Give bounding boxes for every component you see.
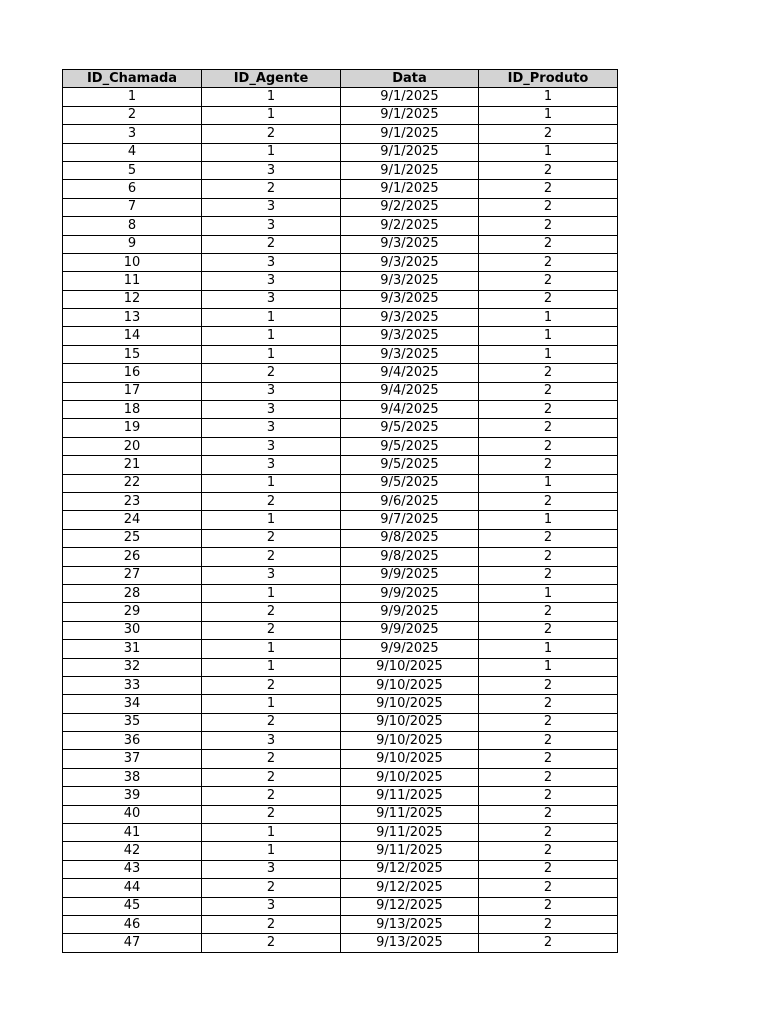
cell-data[interactable]: 9/7/2025	[341, 511, 479, 529]
cell-id-agente[interactable]: 3	[202, 732, 341, 750]
table-row	[63, 474, 618, 492]
cell-data[interactable]: 9/13/2025	[341, 915, 479, 933]
table-row	[63, 327, 618, 345]
table-row	[63, 934, 618, 952]
cell-id-produto[interactable]: 2	[479, 364, 618, 382]
cell-id-produto[interactable]: 2	[479, 695, 618, 713]
cell-data[interactable]: 9/12/2025	[341, 879, 479, 897]
cell-id-agente[interactable]: 2	[202, 548, 341, 566]
cell-id-agente[interactable]: 2	[202, 713, 341, 731]
cell-id-agente[interactable]: 2	[202, 235, 341, 253]
cell-id-agente[interactable]: 3	[202, 566, 341, 584]
cell-data[interactable]: 9/9/2025	[341, 640, 479, 658]
cell-data[interactable]: 9/6/2025	[341, 492, 479, 510]
table-row	[63, 676, 618, 694]
cell-id-agente[interactable]: 3	[202, 456, 341, 474]
cell-data[interactable]: 9/10/2025	[341, 658, 479, 676]
cell-id-agente[interactable]: 1	[202, 88, 341, 106]
cell-id-chamada[interactable]: 18	[63, 401, 202, 419]
cell-id-produto[interactable]: 1	[479, 511, 618, 529]
cell-data[interactable]: 9/4/2025	[341, 382, 479, 400]
table-row	[63, 419, 618, 437]
table-row	[63, 437, 618, 455]
cell-id-agente[interactable]: 2	[202, 750, 341, 768]
cell-data[interactable]: 9/10/2025	[341, 713, 479, 731]
cell-id-chamada[interactable]: 26	[63, 548, 202, 566]
cell-id-produto[interactable]: 2	[479, 161, 618, 179]
cell-id-agente[interactable]: 3	[202, 419, 341, 437]
cell-data[interactable]: 9/10/2025	[341, 768, 479, 786]
cell-id-chamada[interactable]: 10	[63, 253, 202, 271]
cell-id-produto[interactable]: 2	[479, 180, 618, 198]
cell-id-produto[interactable]: 1	[479, 658, 618, 676]
cell-id-produto[interactable]: 2	[479, 529, 618, 547]
table-row	[63, 180, 618, 198]
cell-id-produto[interactable]: 2	[479, 824, 618, 842]
cell-id-agente[interactable]: 1	[202, 474, 341, 492]
column-header-data[interactable]: Data	[341, 70, 479, 88]
cell-id-chamada[interactable]: 11	[63, 272, 202, 290]
table-row	[63, 787, 618, 805]
cell-id-produto[interactable]: 1	[479, 88, 618, 106]
cell-data[interactable]: 9/3/2025	[341, 253, 479, 271]
cell-data[interactable]: 9/8/2025	[341, 529, 479, 547]
cell-id-produto[interactable]: 2	[479, 787, 618, 805]
column-header-id-chamada[interactable]: ID_Chamada	[63, 70, 202, 88]
table-row	[63, 548, 618, 566]
cell-id-chamada[interactable]: 5	[63, 161, 202, 179]
cell-id-agente[interactable]: 1	[202, 309, 341, 327]
cell-id-chamada[interactable]: 40	[63, 805, 202, 823]
cell-id-agente[interactable]: 1	[202, 106, 341, 124]
cell-data[interactable]: 9/11/2025	[341, 824, 479, 842]
table-row	[63, 824, 618, 842]
cell-id-chamada[interactable]: 7	[63, 198, 202, 216]
cell-id-produto[interactable]: 2	[479, 198, 618, 216]
cell-id-produto[interactable]: 1	[479, 143, 618, 161]
cell-id-chamada[interactable]: 1	[63, 88, 202, 106]
cell-data[interactable]: 9/1/2025	[341, 143, 479, 161]
cell-id-produto[interactable]: 2	[479, 272, 618, 290]
cell-id-chamada[interactable]: 3	[63, 125, 202, 143]
cell-id-agente[interactable]: 3	[202, 198, 341, 216]
cell-data[interactable]: 9/5/2025	[341, 437, 479, 455]
cell-id-produto[interactable]: 1	[479, 106, 618, 124]
cell-id-agente[interactable]: 1	[202, 584, 341, 602]
cell-id-produto[interactable]: 2	[479, 217, 618, 235]
cell-id-chamada[interactable]: 13	[63, 309, 202, 327]
cell-id-produto[interactable]: 2	[479, 235, 618, 253]
cell-id-produto[interactable]: 2	[479, 125, 618, 143]
cell-id-chamada[interactable]: 17	[63, 382, 202, 400]
cell-id-chamada[interactable]: 14	[63, 327, 202, 345]
table-row	[63, 290, 618, 308]
cell-id-chamada[interactable]: 41	[63, 824, 202, 842]
table-row	[63, 382, 618, 400]
cell-id-chamada[interactable]: 20	[63, 437, 202, 455]
cell-id-agente[interactable]: 1	[202, 824, 341, 842]
cell-id-agente[interactable]: 2	[202, 529, 341, 547]
cell-id-chamada[interactable]: 39	[63, 787, 202, 805]
cell-id-chamada[interactable]: 28	[63, 584, 202, 602]
cell-id-produto[interactable]: 2	[479, 934, 618, 952]
cell-data[interactable]: 9/3/2025	[341, 235, 479, 253]
cell-id-chamada[interactable]: 19	[63, 419, 202, 437]
cell-data[interactable]: 9/1/2025	[341, 161, 479, 179]
cell-id-produto[interactable]: 1	[479, 584, 618, 602]
table-row	[63, 897, 618, 915]
cell-id-chamada[interactable]: 44	[63, 879, 202, 897]
table-row	[63, 161, 618, 179]
cell-id-chamada[interactable]: 12	[63, 290, 202, 308]
cell-id-chamada[interactable]: 34	[63, 695, 202, 713]
cell-id-agente[interactable]: 1	[202, 511, 341, 529]
cell-id-agente[interactable]: 1	[202, 143, 341, 161]
cell-id-produto[interactable]: 2	[479, 897, 618, 915]
cell-id-chamada[interactable]: 9	[63, 235, 202, 253]
cell-id-produto[interactable]: 1	[479, 474, 618, 492]
cell-id-produto[interactable]: 2	[479, 603, 618, 621]
cell-data[interactable]: 9/9/2025	[341, 603, 479, 621]
table-row	[63, 805, 618, 823]
cell-id-agente[interactable]: 2	[202, 180, 341, 198]
cell-id-produto[interactable]: 1	[479, 345, 618, 363]
cell-id-chamada[interactable]: 29	[63, 603, 202, 621]
cell-id-chamada[interactable]: 33	[63, 676, 202, 694]
table-row	[63, 272, 618, 290]
cell-id-agente[interactable]: 2	[202, 621, 341, 639]
cell-data[interactable]: 9/3/2025	[341, 309, 479, 327]
table-row	[63, 640, 618, 658]
cell-id-produto[interactable]: 2	[479, 805, 618, 823]
cell-id-produto[interactable]: 2	[479, 492, 618, 510]
table-row	[63, 695, 618, 713]
table-row	[63, 860, 618, 878]
data-table	[62, 69, 618, 953]
cell-data[interactable]: 9/12/2025	[341, 860, 479, 878]
cell-data[interactable]: 9/11/2025	[341, 842, 479, 860]
cell-id-chamada[interactable]: 23	[63, 492, 202, 510]
cell-id-produto[interactable]: 2	[479, 860, 618, 878]
cell-data[interactable]: 9/13/2025	[341, 934, 479, 952]
cell-id-produto[interactable]: 2	[479, 713, 618, 731]
cell-id-produto[interactable]: 2	[479, 456, 618, 474]
table-row	[63, 511, 618, 529]
column-header-id-produto[interactable]: ID_Produto	[479, 70, 618, 88]
cell-data[interactable]: 9/4/2025	[341, 364, 479, 382]
cell-id-produto[interactable]: 2	[479, 768, 618, 786]
table-row	[63, 198, 618, 216]
cell-id-agente[interactable]: 3	[202, 253, 341, 271]
table-row	[63, 106, 618, 124]
table-row	[63, 345, 618, 363]
cell-id-chamada[interactable]: 31	[63, 640, 202, 658]
cell-id-produto[interactable]: 1	[479, 640, 618, 658]
cell-id-produto[interactable]: 2	[479, 566, 618, 584]
cell-data[interactable]: 9/3/2025	[341, 345, 479, 363]
cell-id-agente[interactable]: 3	[202, 161, 341, 179]
table-row	[63, 621, 618, 639]
table-row	[63, 492, 618, 510]
cell-data[interactable]: 9/2/2025	[341, 217, 479, 235]
cell-data[interactable]: 9/10/2025	[341, 750, 479, 768]
cell-data[interactable]: 9/9/2025	[341, 566, 479, 584]
cell-id-agente[interactable]: 2	[202, 915, 341, 933]
table-row	[63, 566, 618, 584]
cell-id-agente[interactable]: 2	[202, 676, 341, 694]
cell-id-chamada[interactable]: 24	[63, 511, 202, 529]
cell-id-agente[interactable]: 2	[202, 364, 341, 382]
cell-id-produto[interactable]: 2	[479, 290, 618, 308]
cell-data[interactable]: 9/8/2025	[341, 548, 479, 566]
cell-id-agente[interactable]: 3	[202, 860, 341, 878]
cell-id-chamada[interactable]: 46	[63, 915, 202, 933]
table-row	[63, 401, 618, 419]
cell-id-produto[interactable]: 2	[479, 382, 618, 400]
cell-id-agente[interactable]: 2	[202, 768, 341, 786]
cell-id-produto[interactable]: 2	[479, 437, 618, 455]
cell-data[interactable]: 9/11/2025	[341, 787, 479, 805]
cell-data[interactable]: 9/9/2025	[341, 621, 479, 639]
table-row	[63, 879, 618, 897]
cell-id-chamada[interactable]: 35	[63, 713, 202, 731]
cell-id-chamada[interactable]: 6	[63, 180, 202, 198]
cell-id-agente[interactable]: 3	[202, 272, 341, 290]
table-row	[63, 364, 618, 382]
cell-id-produto[interactable]: 1	[479, 309, 618, 327]
cell-data[interactable]: 9/1/2025	[341, 125, 479, 143]
table-row	[63, 253, 618, 271]
cell-id-agente[interactable]: 1	[202, 695, 341, 713]
cell-id-chamada[interactable]: 27	[63, 566, 202, 584]
table-row	[63, 88, 618, 106]
cell-id-produto[interactable]: 2	[479, 253, 618, 271]
cell-data[interactable]: 9/10/2025	[341, 695, 479, 713]
header-row	[63, 70, 618, 88]
cell-id-chamada[interactable]: 8	[63, 217, 202, 235]
table-row	[63, 217, 618, 235]
cell-id-agente[interactable]: 2	[202, 879, 341, 897]
cell-id-agente[interactable]: 1	[202, 842, 341, 860]
cell-id-chamada[interactable]: 38	[63, 768, 202, 786]
table-row	[63, 529, 618, 547]
table-row	[63, 584, 618, 602]
table-body	[63, 88, 618, 952]
cell-id-chamada[interactable]: 36	[63, 732, 202, 750]
cell-id-agente[interactable]: 3	[202, 437, 341, 455]
cell-data[interactable]: 9/11/2025	[341, 805, 479, 823]
cell-id-agente[interactable]: 3	[202, 401, 341, 419]
cell-id-agente[interactable]: 1	[202, 658, 341, 676]
cell-id-chamada[interactable]: 15	[63, 345, 202, 363]
table-row	[63, 235, 618, 253]
cell-id-chamada[interactable]: 4	[63, 143, 202, 161]
cell-data[interactable]: 9/5/2025	[341, 419, 479, 437]
cell-data[interactable]: 9/1/2025	[341, 88, 479, 106]
cell-id-agente[interactable]: 2	[202, 787, 341, 805]
cell-id-agente[interactable]: 2	[202, 125, 341, 143]
table-row	[63, 713, 618, 731]
cell-id-chamada[interactable]: 25	[63, 529, 202, 547]
cell-id-agente[interactable]: 1	[202, 640, 341, 658]
cell-id-chamada[interactable]: 30	[63, 621, 202, 639]
cell-id-produto[interactable]: 2	[479, 621, 618, 639]
cell-data[interactable]: 9/3/2025	[341, 327, 479, 345]
cell-id-produto[interactable]: 2	[479, 732, 618, 750]
cell-data[interactable]: 9/5/2025	[341, 456, 479, 474]
cell-id-chamada[interactable]: 22	[63, 474, 202, 492]
cell-id-produto[interactable]: 2	[479, 842, 618, 860]
cell-id-produto[interactable]: 2	[479, 419, 618, 437]
cell-data[interactable]: 9/1/2025	[341, 106, 479, 124]
cell-data[interactable]: 9/3/2025	[341, 290, 479, 308]
cell-data[interactable]: 9/10/2025	[341, 732, 479, 750]
cell-id-produto[interactable]: 2	[479, 750, 618, 768]
cell-id-chamada[interactable]: 47	[63, 934, 202, 952]
cell-id-chamada[interactable]: 21	[63, 456, 202, 474]
cell-id-chamada[interactable]: 32	[63, 658, 202, 676]
cell-id-produto[interactable]: 2	[479, 915, 618, 933]
cell-data[interactable]: 9/3/2025	[341, 272, 479, 290]
cell-id-produto[interactable]: 2	[479, 548, 618, 566]
cell-data[interactable]: 9/2/2025	[341, 198, 479, 216]
table-row	[63, 603, 618, 621]
cell-id-agente[interactable]: 3	[202, 382, 341, 400]
cell-data[interactable]: 9/10/2025	[341, 676, 479, 694]
cell-id-chamada[interactable]: 43	[63, 860, 202, 878]
cell-id-chamada[interactable]: 45	[63, 897, 202, 915]
cell-id-agente[interactable]: 1	[202, 327, 341, 345]
cell-id-chamada[interactable]: 2	[63, 106, 202, 124]
cell-id-chamada[interactable]: 37	[63, 750, 202, 768]
cell-data[interactable]: 9/12/2025	[341, 897, 479, 915]
table-row	[63, 842, 618, 860]
table-row	[63, 658, 618, 676]
column-header-id-agente[interactable]: ID_Agente	[202, 70, 341, 88]
cell-data[interactable]: 9/4/2025	[341, 401, 479, 419]
cell-id-agente[interactable]: 2	[202, 603, 341, 621]
cell-id-chamada[interactable]: 16	[63, 364, 202, 382]
cell-id-agente[interactable]: 1	[202, 345, 341, 363]
cell-data[interactable]: 9/9/2025	[341, 584, 479, 602]
cell-data[interactable]: 9/5/2025	[341, 474, 479, 492]
cell-id-produto[interactable]: 2	[479, 401, 618, 419]
table-header	[63, 70, 618, 88]
table-row	[63, 768, 618, 786]
cell-id-agente[interactable]: 3	[202, 897, 341, 915]
cell-id-chamada[interactable]: 42	[63, 842, 202, 860]
cell-id-agente[interactable]: 3	[202, 290, 341, 308]
table-row	[63, 750, 618, 768]
table-row	[63, 456, 618, 474]
table-row	[63, 309, 618, 327]
cell-id-agente[interactable]: 2	[202, 805, 341, 823]
cell-id-agente[interactable]: 2	[202, 934, 341, 952]
cell-id-produto[interactable]: 1	[479, 327, 618, 345]
cell-id-agente[interactable]: 2	[202, 492, 341, 510]
cell-id-produto[interactable]: 2	[479, 676, 618, 694]
cell-id-agente[interactable]: 3	[202, 217, 341, 235]
table-row	[63, 143, 618, 161]
cell-data[interactable]: 9/1/2025	[341, 180, 479, 198]
cell-id-produto[interactable]: 2	[479, 879, 618, 897]
table-row	[63, 732, 618, 750]
table-row	[63, 125, 618, 143]
table-row	[63, 915, 618, 933]
